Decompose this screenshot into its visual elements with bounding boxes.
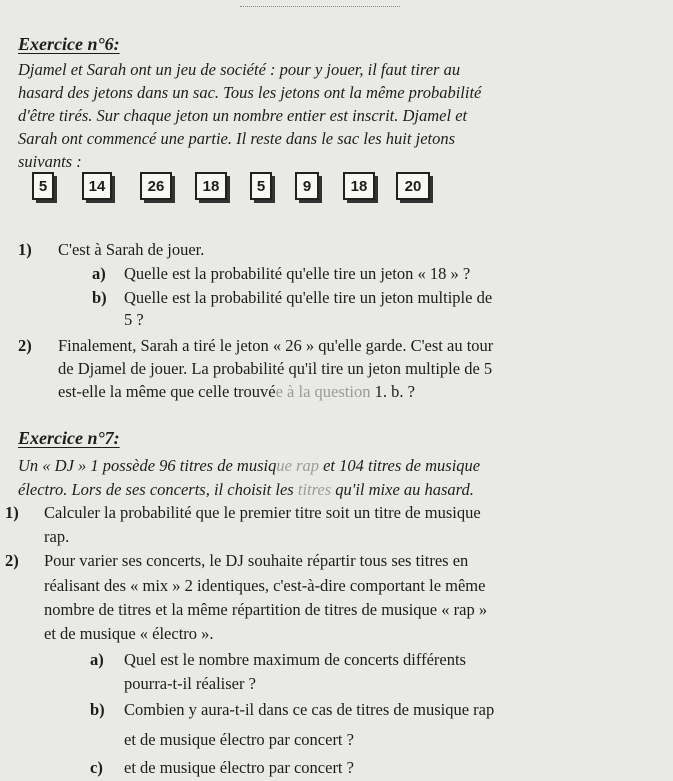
token-chip: 20 — [396, 172, 430, 200]
ex7-q2-line-4: et de musique « électro ». — [44, 624, 214, 643]
exercise-6-title: Exercice n°6: — [18, 34, 120, 54]
ex6-q1-text: C'est à Sarah de jouer. — [58, 240, 205, 259]
ex7-q2c-text: et de musique électro par concert ? — [124, 758, 354, 777]
token-chip: 18 — [343, 172, 375, 200]
ex7-q2a-line-2: pourra-t-il réaliser ? — [124, 674, 256, 693]
ex7-q2-line-3: nombre de titres et la même répartition de titres de musique « rap » — [44, 600, 488, 619]
ex6-q1b-line-1: Quelle est la probabilité qu'elle tire un jeton multiple de — [124, 288, 493, 307]
ex6-q1b-label: b) — [92, 288, 107, 307]
token-chip: 5 — [32, 172, 54, 200]
ex7-q1-line-2: rap. — [44, 527, 70, 546]
ex6-q1a-text: Quelle est la probabilité qu'elle tire un jeton « 18 » ? — [124, 264, 471, 283]
ex7-q2-number: 2) — [5, 551, 19, 570]
ex6-q2-line-3b: 1. b. ? — [370, 382, 415, 401]
ex7-q2b-line-2: et de musique électro par concert ? — [124, 730, 354, 749]
ex6-q2-line-2: de Djamel de jouer. La probabilité qu'il tire un jeton multiple de 5 — [58, 359, 493, 378]
token-chip: 14 — [82, 172, 112, 200]
ex6-intro-line-3: d'être tirés. Sur chaque jeton un nombre entier est inscrit. Djamel et — [18, 106, 468, 125]
ex7-q2c-label: c) — [90, 758, 103, 777]
token-chip: 5 — [250, 172, 272, 200]
token-chip: 26 — [140, 172, 172, 200]
ex7-intro-line-2 — [18, 480, 474, 500]
ex6-q2-line-3a: est-elle la même que celle trouvé — [58, 382, 276, 401]
ex7-intro-1a: Un « DJ » 1 possède 96 titres de musiq — [18, 456, 277, 475]
ex7-intro-2b: qu'il mixe au hasard. — [331, 480, 474, 499]
exercise-7-title: Exercice n°7: — [18, 428, 120, 448]
ex6-intro-line-4: Sarah ont commencé une partie. Il reste dans le sac les huit jetons — [18, 129, 456, 148]
ex7-q2b-label: b) — [90, 700, 105, 719]
ex7-intro-2a: électro. Lors de ses concerts, il choisit les — [18, 480, 298, 499]
ex6-q2-number: 2) — [18, 336, 32, 355]
ex7-q2b-line-1: Combien y aura-t-il dans ce cas de titres de musique rap — [124, 700, 495, 719]
ex6-intro-line-2: hasard des jetons dans un sac. Tous les jetons ont la même probabilité — [18, 83, 482, 102]
ex7-q1-number: 1) — [5, 503, 19, 522]
ex7-intro-1-faded: ue rap — [276, 456, 319, 475]
ex6-q2-line-3-faded: e à la question — [275, 382, 371, 401]
top-edge-scribble — [240, 0, 400, 7]
ex7-q2a-label: a) — [90, 650, 104, 669]
ex7-q1-line-1: Calculer la probabilité que le premier titre soit un titre de musique — [44, 503, 481, 522]
token-chip: 9 — [295, 172, 319, 200]
token-chip: 18 — [195, 172, 227, 200]
ex6-q1-number: 1) — [18, 240, 32, 259]
ex7-q2-line-2: réalisant des « mix » 2 identiques, c'est-à-dire comportant le même — [44, 576, 486, 595]
ex7-q2-line-1: Pour varier ses concerts, le DJ souhaite répartir tous ses titres en — [44, 551, 469, 570]
ex6-q1b-line-2: 5 ? — [124, 310, 144, 329]
ex6-intro-line-1: Djamel et Sarah ont un jeu de société : pour y jouer, il faut tirer au — [18, 60, 461, 79]
ex7-intro-line-1 — [18, 456, 480, 476]
ex6-q2-line-1: Finalement, Sarah a tiré le jeton « 26 » qu'elle garde. C'est au tour — [58, 336, 494, 355]
ex7-intro-2-faded: titres — [297, 480, 332, 499]
ex6-q2-line-3 — [58, 382, 415, 402]
ex6-q1a-label: a) — [92, 264, 106, 283]
token-row — [0, 172, 673, 206]
ex7-q2a-line-1: Quel est le nombre maximum de concerts différents — [124, 650, 466, 669]
ex6-intro-line-5: suivants : — [18, 152, 82, 171]
ex7-intro-1b: et 104 titres de musique — [318, 456, 481, 475]
